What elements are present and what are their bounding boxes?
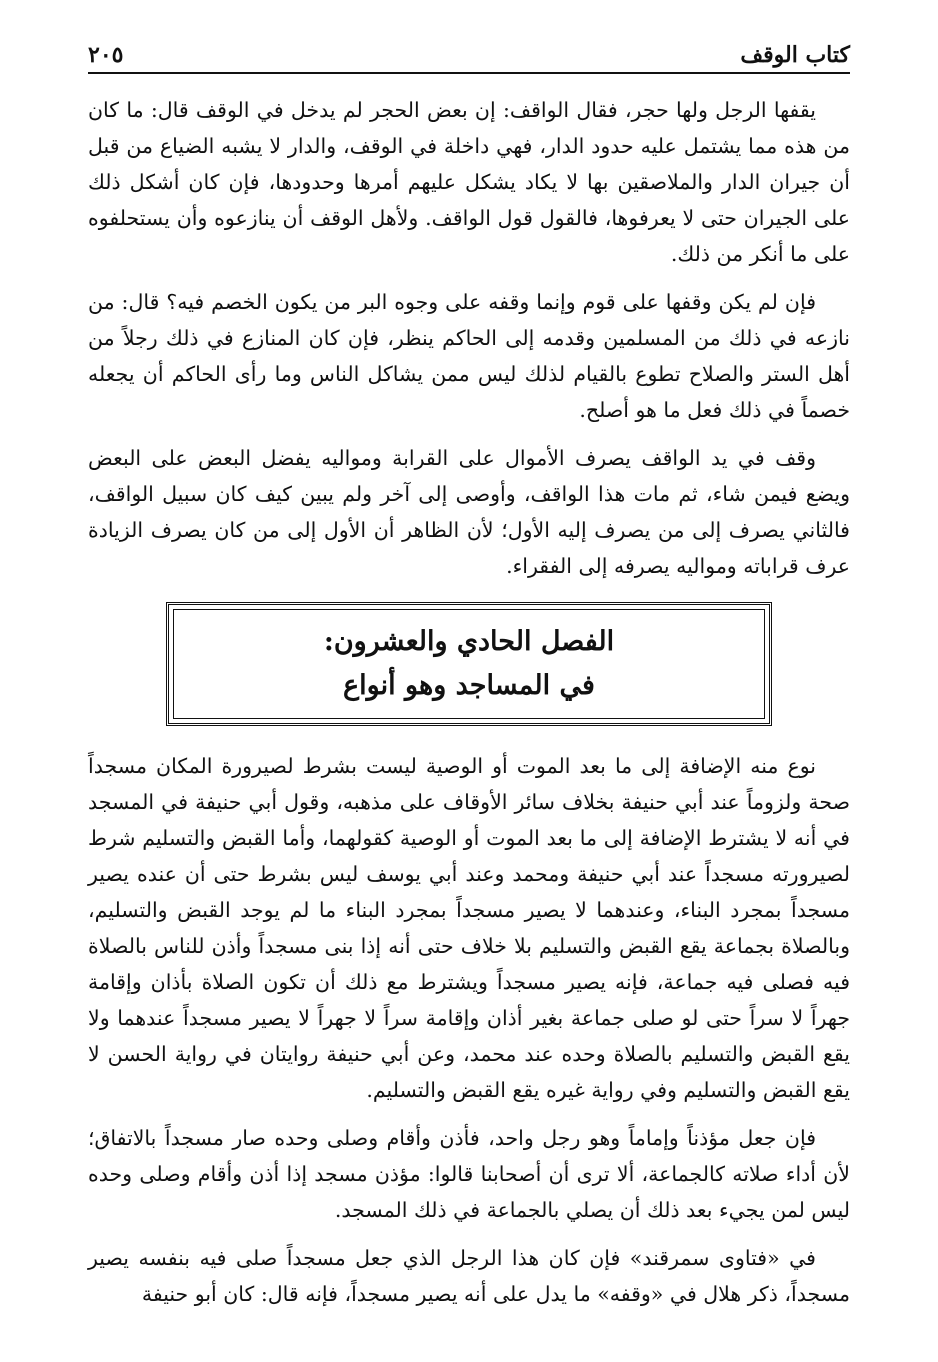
book-title: كتاب الوقف	[740, 42, 850, 68]
page-number: ٢٠٥	[88, 42, 124, 68]
page-header	[88, 30, 850, 74]
paragraph: في «فتاوى سمرقند» فإن كان هذا الرجل الذي جعل مسجداً صلى فيه بنفسه يصير مسجداً، ذكر هلال في «وقفه» ما يدل على أنه يصير مسجداً، فإنه قال: كان أبو حنيفة	[88, 1246, 850, 1306]
chapter-heading-inner	[173, 609, 765, 719]
paragraph: فإن لم يكن وقفها على قوم وإنما وقفه على وجوه البر من يكون الخصم فيه؟ قال: من نازعه في ذلك من المسلمين وقدمه إلى الحاكم ينظر، فإن كان المنازع في ذلك رجلاً من أهل الستر والصلاح تطوع بالقيام لذلك ليس ممن يشاكل الناس وما رأى الحاكم أن يجعله خصماً في ذلك فعل ما هو أصلح.	[88, 290, 850, 422]
chapter-heading-box	[166, 602, 772, 726]
paragraph: وقف في يد الواقف يصرف الأموال على القرابة ومواليه يفضل البعض على البعض ويضع فيمن شاء، ثم مات هذا الواقف، وأوصى إلى آخر ولم يبين كيف كان سبيل الواقف، فالثاني يصرف إلى من يصرف إليه الأول؛ لأن الظاهر أن الأول إلى من كان يصرف الزيادة عرف قراباته ومواليه يصرفه إلى الفقراء.	[88, 446, 850, 578]
paragraph: نوع منه الإضافة إلى ما بعد الموت أو الوصية ليست بشرط لصيرورة المكان مسجداً صحة ولزوماً عند أبي حنيفة بخلاف سائر الأوقاف على مذهبه، وقول أبي حنيفة في المسجد في أنه لا يشترط الإضافة إلى ما بعد الموت أو الوصية كقولهما، وأما القبض والتسليم شرط لصيرورته مسجداً عند أبي حنيفة ومحمد وعند أبي يوسف ليس بشرط حتى أن عنده يصير مسجداً بمجرد البناء، وعندهما لا يصير مسجداً بمجرد البناء ما لم يوجد القبض والتسليم، وبالصلاة بجماعة يقع القبض والتسليم بلا خلاف حتى أنه إذا بنى مسجداً وأذن للناس بالصلاة فيه فصلى فيه جماعة، فإنه يصير مسجداً ويشترط مع ذلك أن تكون الصلاة بأذان وإقامة جهراً لا سراً حتى لو صلى جماعة بغير أذان وإقامة سراً لا جهراً لا يصير مسجداً عندهما ولا يقع القبض والتسليم بالصلاة وحده عند محمد، وعن أبي حنيفة روايتان في رواية الحسن لا يقع القبض والتسليم وفي رواية غيره يقع القبض والتسليم.	[88, 754, 850, 1102]
chapter-title: الفصل الحادي والعشرون:	[323, 626, 615, 657]
page-body	[88, 92, 850, 1324]
paragraph: فإن جعل مؤذناً وإماماً وهو رجل واحد، فأذن وأقام وصلى وحده صار مسجداً بالاتفاق؛ لأن أداء صلاته كالجماعة، ألا ترى أن أصحابنا قالوا: مؤذن مسجد إذا أذن وأقام وصلى وحده ليس لمن يجيء بعد ذلك أن يصلي بالجماعة في ذلك المسجد.	[88, 1126, 851, 1222]
chapter-subtitle: في المساجد وهو أنواع	[343, 670, 595, 701]
paragraph: يقفها الرجل ولها حجر، فقال الواقف: إن بعض الحجر لم يدخل في الوقف قال: ما كان من هذه مما يشتمل عليه حدود الدار، فهي داخلة في الوقف، والدار لا يشبه الضياع من قبل أن جيران الدار والملاصقين بها لا يكاد يشكل عليهم أمرها وحدودها، فإن كان أشكل ذلك على الجيران حتى لا يعرفوها، فالقول قول الواقف. ولأهل الوقف أن ينازعوه وأن يستحلفوه على ما أنكر من ذلك.	[88, 98, 850, 266]
